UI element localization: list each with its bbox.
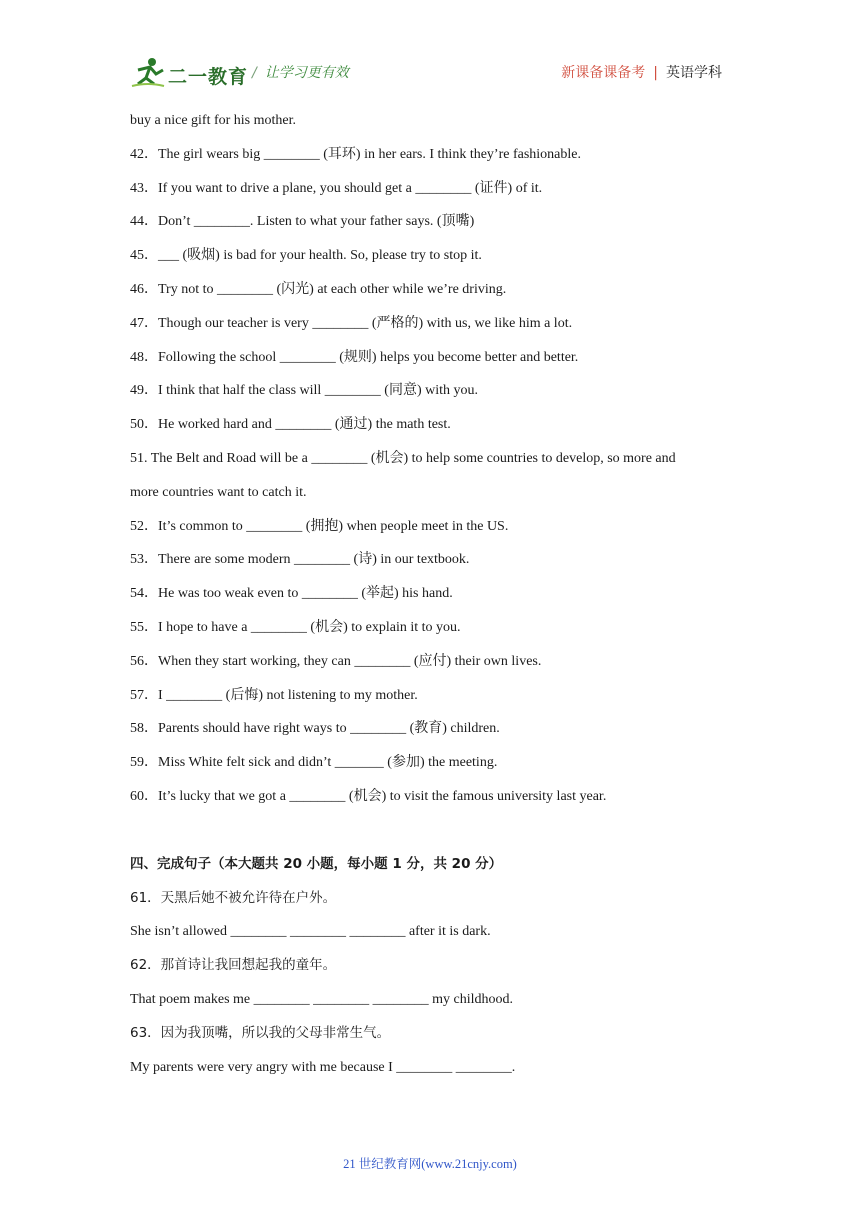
question-45: 45．___ (吸烟) is bad for your health. So, please try to stop it. <box>130 248 482 264</box>
question-48: 48．Following the school ________ (规则) helps you become better and better. <box>130 349 579 365</box>
question-44: 44．Don’t ________. Listen to what your father says. (顶嘴) <box>130 214 475 230</box>
question-62-en: That poem makes me ________ ________ ________ my childhood. <box>130 991 514 1007</box>
page-footer: 21 世纪教育网(www.21cnjy.com) <box>343 1157 517 1171</box>
subject-label: 英语学科 <box>666 65 722 81</box>
section-title: 四、完成句子（本大题共 20 小题，每小题 1 分，共 20 分） <box>130 855 503 872</box>
question-63-en: My parents were very angry with me because I ________ ________. <box>130 1059 516 1075</box>
text-line: buy a nice gift for his mother. <box>130 113 297 128</box>
question-60: 60．It’s lucky that we got a ________ (机会) to visit the famous university last year. <box>130 788 607 804</box>
page-header <box>130 52 730 94</box>
question-51-cont: more countries want to catch it. <box>130 484 307 500</box>
question-46: 46．Try not to ________ (闪光) at each other while we’re driving. <box>130 281 507 297</box>
question-47: 47．Though our teacher is very ________ (严格的) with us, we like him a lot. <box>130 315 573 331</box>
question-43: 43．If you want to drive a plane, you should get a ________ (证件) of it. <box>130 180 543 196</box>
question-58: 58．Parents should have right ways to ________ (教育) children. <box>130 721 500 737</box>
question-42: 42．The girl wears big ________ (耳环) in her ears. I think they’re fashionable. <box>130 146 581 162</box>
question-61-cn: 61．天黑后她不被允许待在户外。 <box>130 889 337 906</box>
question-53: 53．There are some modern ________ (诗) in our textbook. <box>130 552 470 568</box>
course-label: 新课备课备考 <box>561 65 646 81</box>
question-59: 59．Miss White felt sick and didn’t _______ (参加) the meeting. <box>130 755 498 771</box>
logo <box>130 56 260 90</box>
question-63-cn: 63．因为我顶嘴，所以我的父母非常生气。 <box>130 1024 391 1041</box>
question-55: 55．I hope to have a ________ (机会) to explain it to you. <box>130 619 461 635</box>
question-56: 56．When they start working, they can ________ (应付) their own lives. <box>130 653 542 669</box>
question-51: 51. The Belt and Road will be a ________ (机会) to help some countries to develop, so more and <box>130 450 676 466</box>
question-50: 50．He worked hard and ________ (通过) the math test. <box>130 417 451 433</box>
question-49: 49．I think that half the class will ________ (同意) with you. <box>130 383 479 399</box>
question-54: 54．He was too weak even to ________ (举起) his hand. <box>130 586 453 602</box>
header-right: 新课备课备考 | 英语学科 <box>561 65 722 81</box>
question-52: 52．It’s common to ________ (拥抱) when people meet in the US. <box>130 518 509 534</box>
document-body <box>130 104 740 1084</box>
question-62-cn: 62．那首诗让我回想起我的童年。 <box>130 957 337 974</box>
slogan: / 让学习更有效 <box>252 65 349 81</box>
logo-text: 二一教育 <box>168 66 249 88</box>
runner-logo-icon <box>130 56 166 90</box>
question-61-en: She isn’t allowed ________ ________ ________ after it is dark. <box>130 924 491 940</box>
slogan-text: 让学习更有效 <box>264 65 349 81</box>
question-57: 57．I ________ (后悔) not listening to my mother. <box>130 687 418 703</box>
